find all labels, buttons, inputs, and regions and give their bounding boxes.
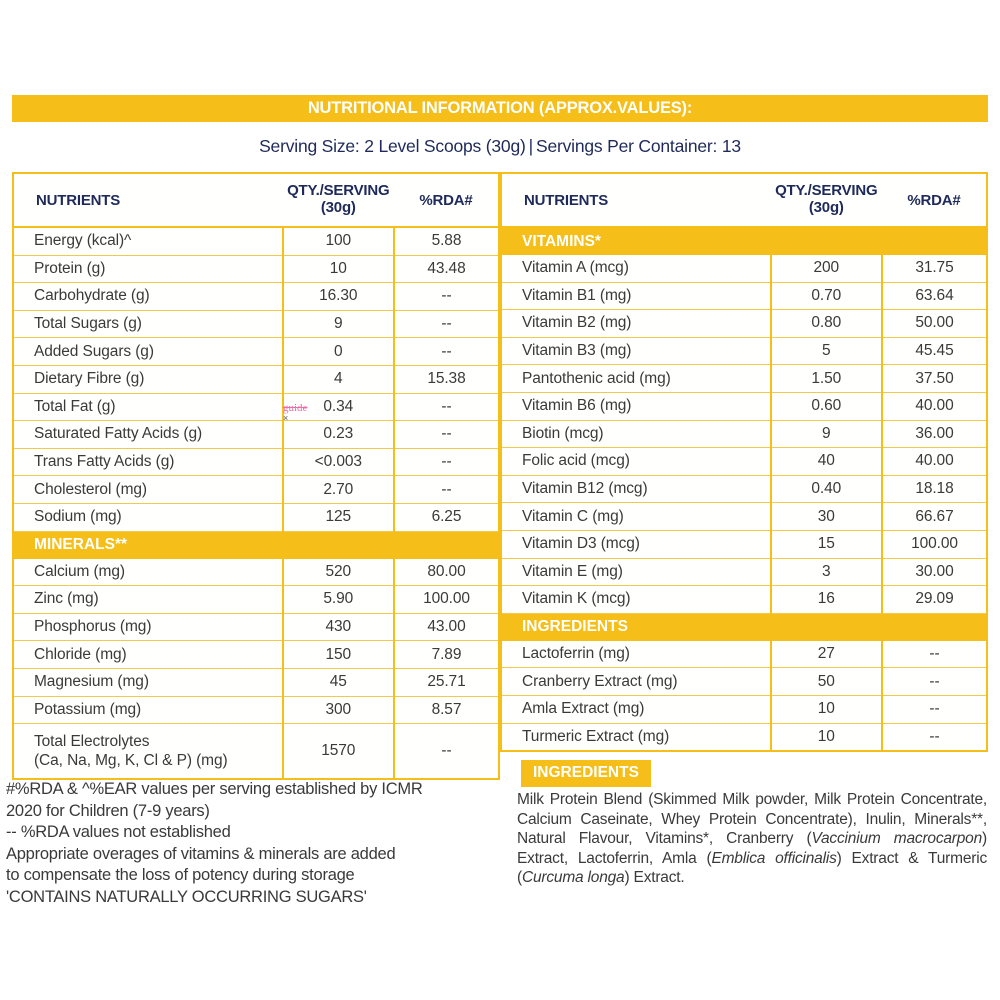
nutrient-name-cell: Vitamin B3 (mg) — [502, 337, 771, 365]
nutrient-name-cell: Vitamin A (mcg) — [502, 255, 771, 282]
nutrient-name-cell: Biotin (mcg) — [502, 420, 771, 448]
botanical-name: Vaccinium macrocarpon — [811, 830, 983, 848]
qty-per-serving-cell: 0.23 — [283, 421, 394, 449]
rda-percent-cell: 30.00 — [882, 558, 986, 586]
qty-per-serving-cell: 0.40 — [771, 475, 882, 503]
column-header-qty-serving — [283, 174, 394, 227]
table-row — [502, 365, 986, 393]
nutrient-name-cell: Protein (g) — [14, 255, 283, 283]
qty-per-serving-cell: 2.70 — [283, 476, 394, 504]
rda-percent-cell: 18.18 — [882, 475, 986, 503]
rda-percent-cell: 40.00 — [882, 392, 986, 420]
qty-per-serving-cell: 40 — [771, 448, 882, 476]
qty-per-serving-cell: 150 — [283, 641, 394, 669]
nutrient-name-cell: Chloride (mg) — [14, 641, 283, 669]
nutrient-name-cell: Vitamin D3 (mcg) — [502, 530, 771, 558]
nutrient-name-cell: Lactoferrin (mg) — [502, 641, 771, 668]
rda-percent-cell: 66.67 — [882, 503, 986, 531]
footnote-line: Appropriate overages of vitamins & minerals are added — [6, 844, 396, 863]
rda-percent-cell: 45.45 — [882, 337, 986, 365]
nutrient-name-cell: Vitamin E (mg) — [502, 558, 771, 586]
qty-per-serving-cell: 0.60 — [771, 392, 882, 420]
rda-percent-cell: 100.00 — [394, 586, 498, 614]
ingredients-label: INGREDIENTS — [521, 760, 651, 787]
qty-per-serving-cell: 4 — [283, 365, 394, 393]
qty-per-serving-cell: 16 — [771, 586, 882, 614]
footnote-line: to compensate the loss of potency during storage — [6, 866, 355, 884]
table-row — [502, 641, 986, 668]
botanical-name: Emblica officinalis — [711, 849, 837, 867]
rda-percent-cell: 40.00 — [882, 448, 986, 476]
qty-per-serving-cell: 9 — [771, 420, 882, 448]
guide-watermark-x: × — [283, 413, 289, 423]
table-row — [14, 613, 498, 641]
rda-percent-cell: 100.00 — [882, 530, 986, 558]
table-row — [14, 255, 498, 283]
qty-per-serving-cell: 430 — [283, 613, 394, 641]
table-row — [14, 421, 498, 449]
table-row — [502, 668, 986, 696]
table-row — [14, 448, 498, 476]
nutritional-information-banner — [12, 95, 988, 122]
rda-percent-cell: 29.09 — [882, 586, 986, 614]
qty-header-line2: (30g) — [320, 199, 356, 216]
banner-title: NUTRITIONAL INFORMATION (APPROX.VALUES): — [307, 99, 693, 117]
table-row — [502, 503, 986, 531]
nutrient-name-cell: Added Sugars (g) — [14, 338, 283, 366]
qty-per-serving-cell: 0.80 — [771, 310, 882, 338]
table-row — [14, 641, 498, 669]
table-row — [502, 558, 986, 586]
table-row — [502, 255, 986, 282]
qty-per-serving-cell: 100 — [283, 227, 394, 255]
nutrient-name-cell: Folic acid (mcg) — [502, 448, 771, 476]
table-row — [14, 559, 498, 586]
qty-per-serving-cell: 10 — [283, 255, 394, 283]
table-row — [502, 530, 986, 558]
serving-size: Serving Size: 2 Level Scoops (30g) — [259, 136, 526, 156]
rda-percent-cell: -- — [394, 476, 498, 504]
rda-percent-cell: -- — [394, 338, 498, 366]
nutrient-name-cell: Magnesium (mg) — [14, 668, 283, 696]
rda-percent-cell: -- — [882, 668, 986, 696]
nutrient-name-cell: Dietary Fibre (g) — [14, 365, 283, 393]
qty-per-serving-cell: 50 — [771, 668, 882, 696]
qty-header-line1: QTY./SERVING — [287, 182, 390, 200]
rda-percent-cell: -- — [394, 310, 498, 338]
rda-percent-cell: 6.25 — [394, 503, 498, 531]
rda-percent-cell: -- — [394, 421, 498, 449]
ingredient-text: Milk Protein Blend (Skimmed Milk powder, Milk Protein Concentrate, Calcium Caseinate, Whey Protein Concentrate), Inulin, Minerals**, Natural Flavour, Vitamins*, Cranberry ( — [517, 791, 987, 848]
table-row — [502, 392, 986, 420]
nutrient-name-cell: Total Fat (g) — [14, 393, 283, 421]
qty-per-serving-cell: 16.30 — [283, 283, 394, 311]
nutrient-name-cell: Calcium (mg) — [14, 559, 283, 586]
table-row — [14, 586, 498, 614]
rda-percent-cell: 36.00 — [882, 420, 986, 448]
rda-percent-cell: -- — [394, 283, 498, 311]
table-row — [14, 724, 498, 779]
section-band-row — [14, 531, 498, 559]
rda-percent-cell: 8.57 — [394, 696, 498, 724]
rda-percent-cell: -- — [394, 724, 498, 779]
ingredients-paragraph — [517, 790, 987, 888]
nutrient-name-cell: Cranberry Extract (mg) — [502, 668, 771, 696]
table-row — [502, 282, 986, 310]
ingredient-text: ) Extract, Lactoferrin, Amla ( — [517, 830, 987, 867]
rda-percent-cell: -- — [882, 723, 986, 750]
qty-per-serving-cell: 9 — [283, 310, 394, 338]
servings-per-container: Servings Per Container: 13 — [535, 136, 741, 156]
rda-percent-cell: 63.64 — [882, 282, 986, 310]
nutrients-grid-left — [14, 174, 498, 778]
nutrient-name-cell: Vitamin B2 (mg) — [502, 310, 771, 338]
nutrient-name-cell: Amla Extract (mg) — [502, 695, 771, 723]
qty-per-serving-cell: 10 — [771, 695, 882, 723]
table-row — [502, 586, 986, 614]
qty-per-serving-cell: 15 — [771, 530, 882, 558]
ingredient-text: ) Extract. — [624, 869, 685, 887]
nutrient-name-cell: Vitamin B1 (mg) — [502, 282, 771, 310]
table-header-row — [502, 174, 986, 227]
nutrient-name-cell: Potassium (mg) — [14, 696, 283, 724]
qty-per-serving-cell: 0.34 — [283, 393, 394, 421]
table-row — [14, 310, 498, 338]
section-band-row — [502, 227, 986, 255]
table-row — [14, 283, 498, 311]
rda-percent-cell: -- — [882, 641, 986, 668]
nutrient-name-cell: Total Electrolytes (Ca, Na, Mg, K, Cl & P) (mg) — [34, 732, 228, 770]
qty-per-serving-cell: 0 — [283, 338, 394, 366]
qty-per-serving-cell: 27 — [771, 641, 882, 668]
qty-per-serving-cell: 45 — [283, 668, 394, 696]
section-band-label: INGREDIENTS — [502, 613, 986, 641]
qty-per-serving-cell: 1.50 — [771, 365, 882, 393]
table-row — [14, 338, 498, 366]
table-body-right — [502, 174, 986, 750]
table-row — [14, 503, 498, 531]
nutrient-name-cell: Zinc (mg) — [14, 586, 283, 614]
footnote-line: -- %RDA values not established — [6, 823, 231, 841]
column-header-nutrients: NUTRIENTS — [14, 174, 283, 227]
footnote-line: #%RDA & ^%EAR values per serving established by ICMR — [6, 780, 423, 798]
column-header-rda: %RDA# — [394, 174, 498, 227]
rda-percent-cell: 43.48 — [394, 255, 498, 283]
qty-per-serving-cell: 1570 — [283, 724, 394, 779]
table-row — [14, 668, 498, 696]
nutrient-name-cell: Saturated Fatty Acids (g) — [14, 421, 283, 449]
rda-percent-cell: 7.89 — [394, 641, 498, 669]
nutrient-name-cell: Vitamin B6 (mg) — [502, 392, 771, 420]
column-header-qty-serving — [771, 174, 882, 227]
table-row — [502, 475, 986, 503]
nutrient-name-cell: Vitamin K (mcg) — [502, 586, 771, 614]
qty-per-serving-cell: <0.003 — [283, 448, 394, 476]
column-header-rda: %RDA# — [882, 174, 986, 227]
serving-divider: | — [528, 136, 533, 156]
nutrient-name-cell: Phosphorus (mg) — [14, 613, 283, 641]
nutrient-name-cell: Vitamin C (mg) — [502, 503, 771, 531]
footnote-line: 'CONTAINS NATURALLY OCCURRING SUGARS' — [6, 887, 367, 906]
qty-header-line2: (30g) — [808, 199, 844, 216]
section-band-label: VITAMINS* — [502, 227, 986, 255]
qty-per-serving-cell: 3 — [771, 558, 882, 586]
table-row — [502, 420, 986, 448]
nutrient-name-cell: Cholesterol (mg) — [14, 476, 283, 504]
rda-percent-cell: -- — [394, 393, 498, 421]
rda-percent-cell: 15.38 — [394, 365, 498, 393]
footnotes-block — [6, 779, 506, 908]
section-band-label: MINERALS** — [14, 531, 498, 559]
guide-watermark: guide — [283, 402, 308, 414]
section-band-row — [502, 613, 986, 641]
table-body-left — [14, 174, 498, 778]
nutrients-grid-right — [502, 174, 986, 750]
rda-percent-cell: 80.00 — [394, 559, 498, 586]
table-row — [502, 723, 986, 750]
qty-per-serving-cell: 520 — [283, 559, 394, 586]
nutrients-table-left — [12, 172, 500, 780]
nutrient-name-cell: Vitamin B12 (mcg) — [502, 475, 771, 503]
qty-per-serving-cell: 5 — [771, 337, 882, 365]
qty-per-serving-cell: 125 — [283, 503, 394, 531]
nutrient-name-cell: Trans Fatty Acids (g) — [14, 448, 283, 476]
qty-per-serving-cell: 200 — [771, 255, 882, 282]
nutrient-name-cell: Pantothenic acid (mg) — [502, 365, 771, 393]
nutrient-name-cell: Energy (kcal)^ — [14, 227, 283, 255]
nutrient-name-cell: Carbohydrate (g) — [14, 283, 283, 311]
ingredient-text: ) Extract & Turmeric ( — [517, 849, 987, 887]
qty-per-serving-cell: 0.70 — [771, 282, 882, 310]
table-row — [14, 476, 498, 504]
table-row — [14, 227, 498, 255]
botanical-name: Curcuma longa — [521, 869, 625, 887]
qty-per-serving-cell: 300 — [283, 696, 394, 724]
rda-percent-cell: 5.88 — [394, 227, 498, 255]
nutrients-table-right — [500, 172, 988, 752]
rda-percent-cell: 31.75 — [882, 255, 986, 282]
table-row — [502, 337, 986, 365]
table-row — [14, 393, 498, 421]
table-row — [14, 696, 498, 724]
nutrient-name-cell: Sodium (mg) — [14, 503, 283, 531]
rda-percent-cell: -- — [882, 695, 986, 723]
column-header-nutrients: NUTRIENTS — [502, 174, 771, 227]
rda-percent-cell: -- — [394, 448, 498, 476]
nutrient-name-cell: Total Sugars (g) — [14, 310, 283, 338]
footnote-line: 2020 for Children (7-9 years) — [6, 801, 210, 820]
qty-per-serving-cell: 10 — [771, 723, 882, 750]
rda-percent-cell: 37.50 — [882, 365, 986, 393]
qty-per-serving-cell: 30 — [771, 503, 882, 531]
rda-percent-cell: 25.71 — [394, 668, 498, 696]
serving-info-line — [0, 136, 1000, 157]
rda-percent-cell: 50.00 — [882, 310, 986, 338]
nutrient-name-cell: Turmeric Extract (mg) — [522, 727, 670, 745]
table-row — [14, 365, 498, 393]
qty-header-line1: QTY./SERVING — [775, 182, 878, 200]
table-header-row — [14, 174, 498, 227]
table-row — [502, 695, 986, 723]
table-row — [502, 448, 986, 476]
qty-per-serving-cell: 5.90 — [283, 586, 394, 614]
rda-percent-cell: 43.00 — [394, 613, 498, 641]
table-row — [502, 310, 986, 338]
